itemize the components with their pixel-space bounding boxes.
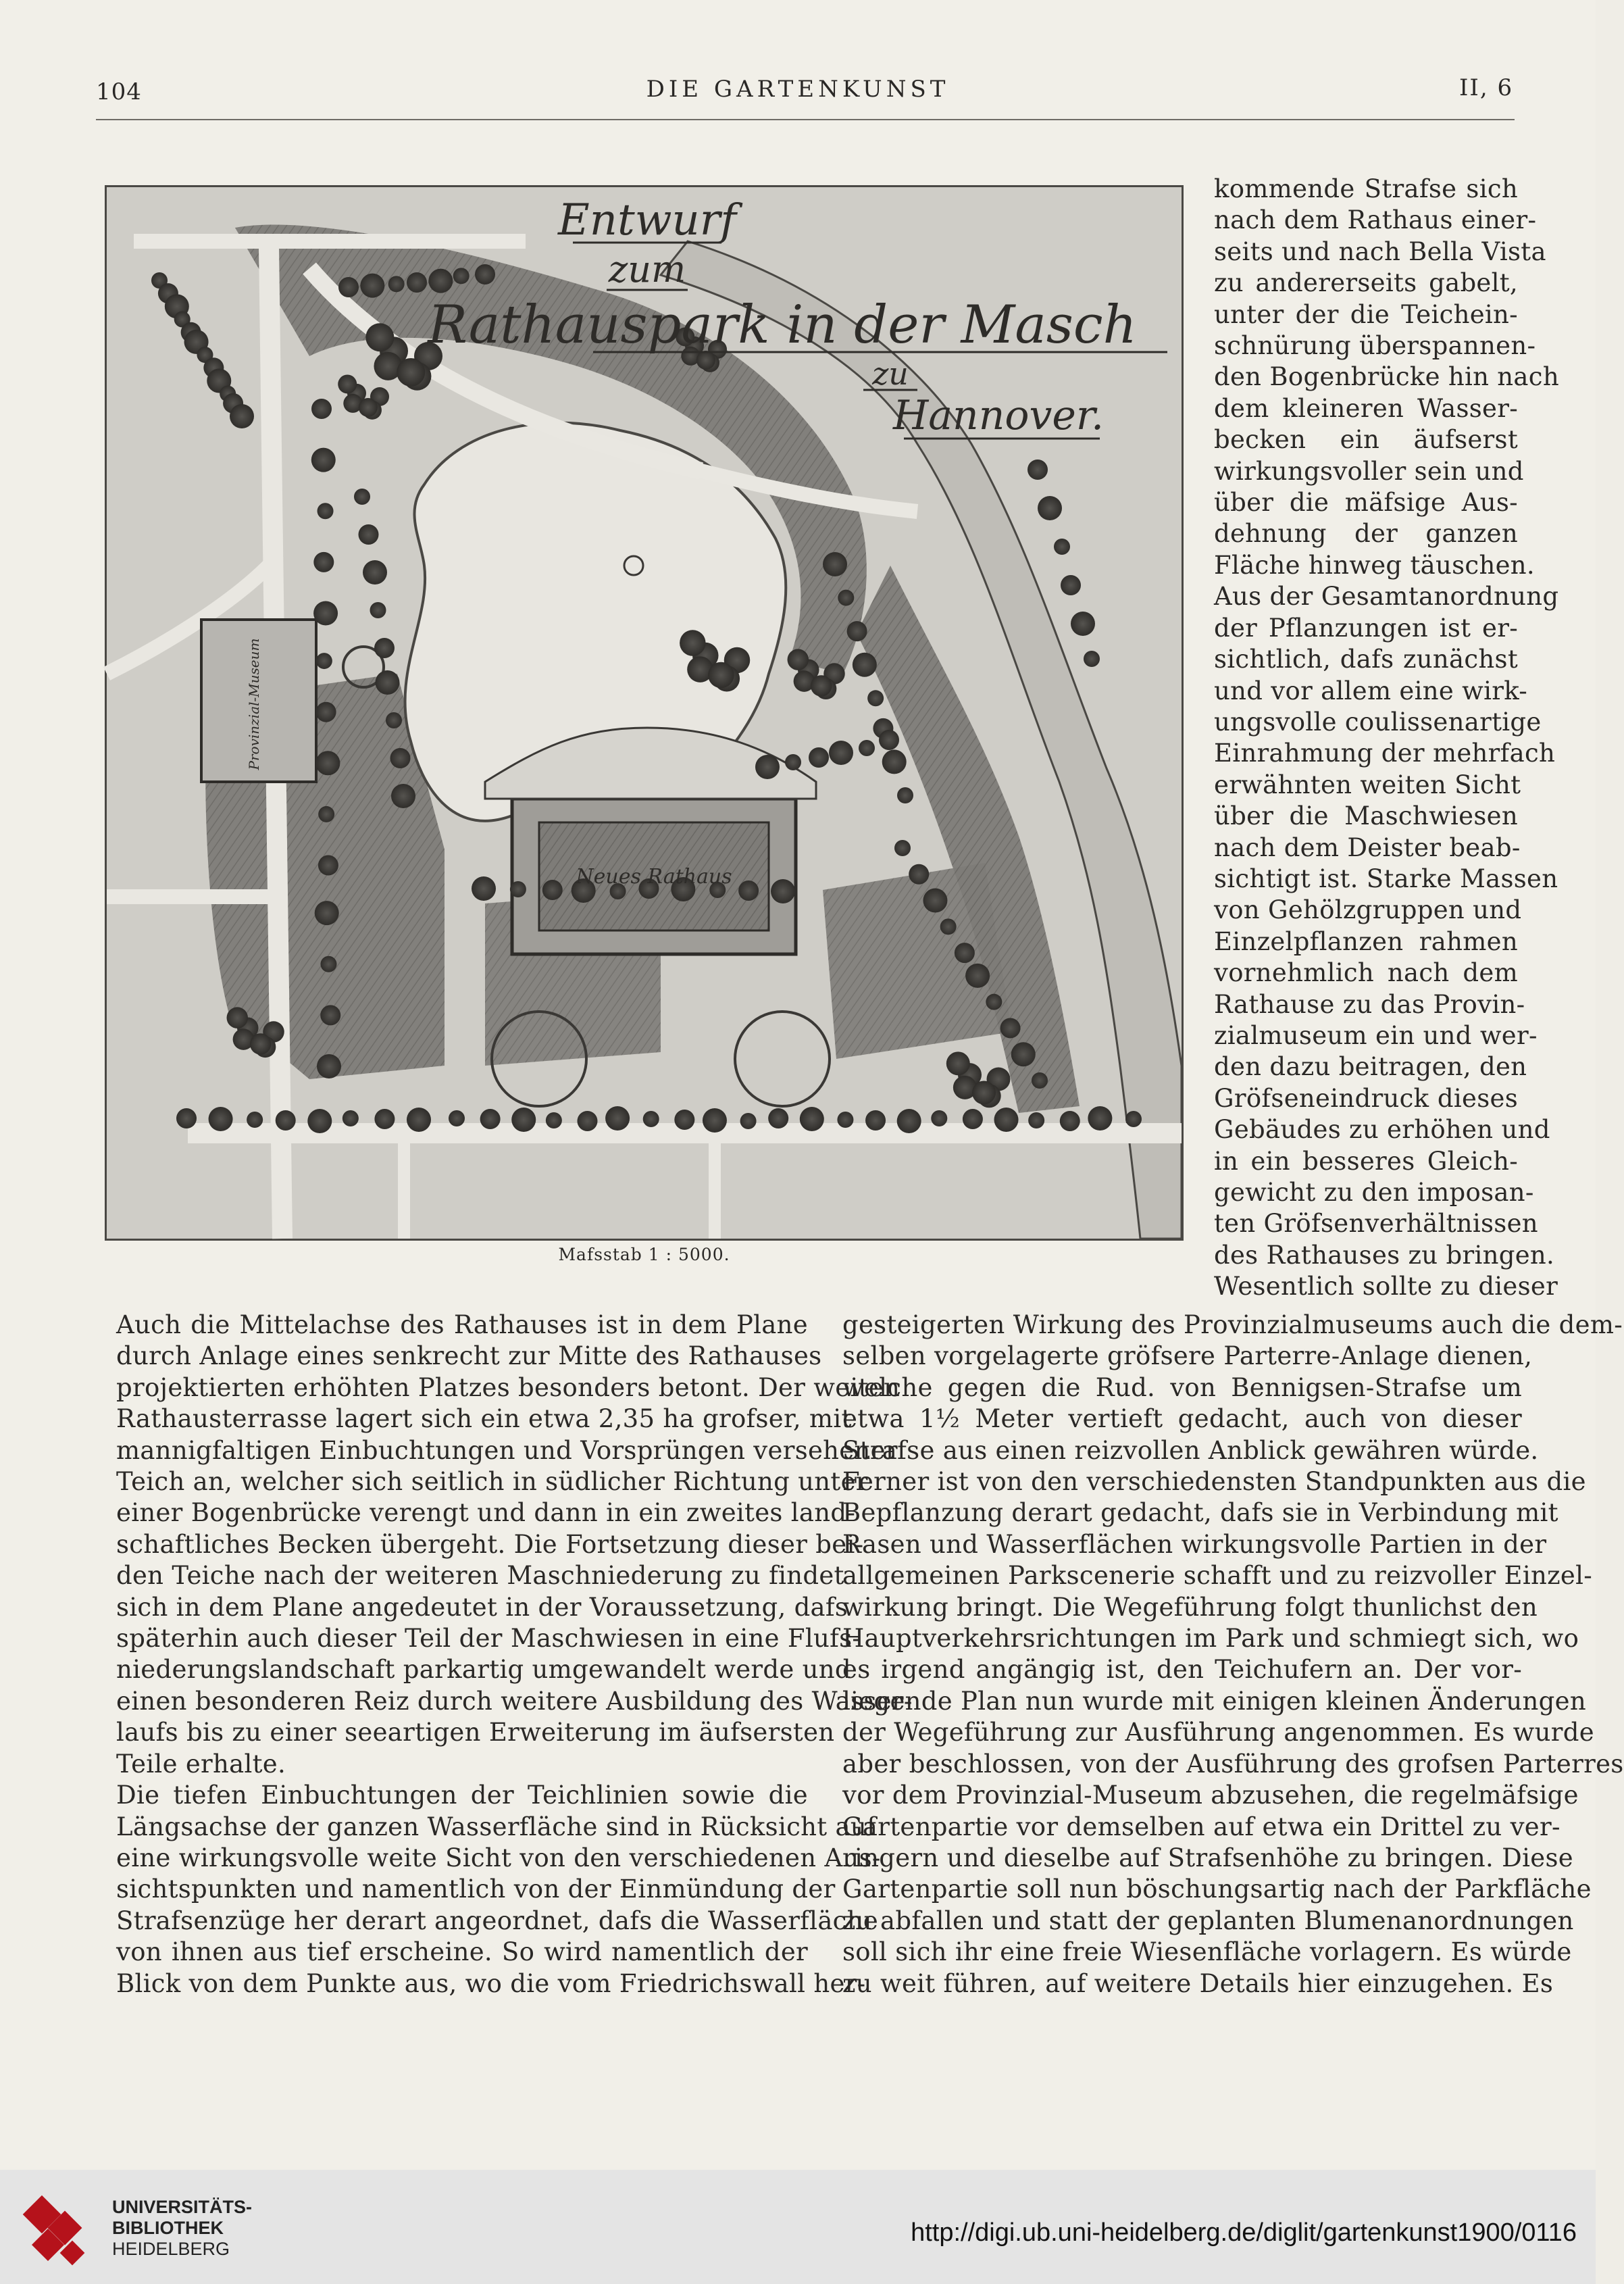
text-line: sichtigt ist. Starke Massen (1214, 864, 1558, 893)
text-line: über die mäfsige Aus- (1214, 488, 1518, 518)
text-line: erwähnten weiten Sicht (1214, 770, 1521, 799)
tree-symbol (740, 1113, 757, 1129)
text-line: Gebäudes zu erhöhen und (1214, 1115, 1550, 1145)
left-text-column (116, 1310, 913, 2000)
text-line: Hauptverkehrsrichtungen im Park und schmiegt sich, wo (842, 1624, 1579, 1654)
tree-symbol (391, 784, 415, 808)
text-line: Strafsenzüge her derart angeordnet, dafs die Wasserfläche (116, 1906, 879, 1935)
tree-symbol (829, 741, 853, 765)
tree-symbol (1071, 612, 1095, 636)
text-line: der Wegeführung zur Ausführung angenommen. Es wurde (842, 1718, 1594, 1747)
tree-symbol (897, 787, 913, 803)
tree-group (227, 1007, 249, 1028)
tree-symbol (847, 621, 867, 641)
plan-title-line-5: Hannover. (892, 392, 1105, 439)
tree-symbol (388, 276, 405, 292)
tree-group (338, 374, 357, 393)
journal-title: DIE GARTENKUNST (646, 76, 950, 103)
tree-symbol (449, 1110, 465, 1126)
text-line: über die Maschwiesen (1214, 801, 1518, 831)
park-plan-drawing (107, 187, 1182, 1239)
museum-building-label: Provinzial-Museum (246, 638, 262, 770)
text-line: wirkung bringt. Die Wegeführung folgt thunlichst den (842, 1592, 1538, 1622)
park-plan-figure (105, 185, 1184, 1241)
tree-symbol (318, 806, 334, 822)
library-name-line-3: HEIDELBERG (112, 2239, 230, 2259)
tree-symbol (374, 1109, 395, 1129)
tree-symbol (859, 740, 875, 756)
tree-symbol (317, 1054, 341, 1078)
tree-symbol (963, 1109, 983, 1129)
tree-symbol (577, 1111, 597, 1131)
text-line: welche gegen die Rud. von Bennigsen-Strafse um (842, 1372, 1522, 1402)
tree-symbol (865, 1110, 886, 1131)
tree-symbol (1125, 1111, 1142, 1127)
text-line: ten Gröfsenverhältnissen (1214, 1209, 1538, 1239)
tree-symbol (307, 1109, 332, 1133)
tree-group (397, 358, 425, 387)
text-line: zu andererseits gabelt, (1214, 268, 1518, 298)
text-line: Die tiefen Einbuchtungen der Teichlinien sowie die (116, 1781, 808, 1810)
text-line: soll sich ihr eine freie Wiesenfläche vorlagern. Es würde (842, 1937, 1572, 1967)
tree-symbol (176, 1108, 197, 1128)
tree-symbol (931, 1110, 947, 1126)
tree-symbol (276, 1110, 296, 1131)
text-line: unter der die Teichein- (1214, 299, 1518, 329)
text-line: zu abfallen und statt der geplanten Blumenanordnungen (842, 1906, 1574, 1935)
tree-symbol (209, 1107, 233, 1131)
text-line: zu weit führen, auf weitere Details hier einzugehen. Es (842, 1968, 1554, 1998)
tree-symbol (313, 552, 334, 572)
tree-symbol (354, 489, 370, 505)
text-line: Fläche hinweg täuschen. (1214, 550, 1535, 580)
tree-symbol (318, 855, 338, 876)
tree-symbol (1060, 1111, 1080, 1131)
text-line: laufs bis zu einer seeartigen Erweiterung im äufsersten (116, 1718, 835, 1747)
tree-symbol (986, 994, 1002, 1010)
text-line: ringern und dieselbe auf Strafsenhöhe zu bringen. Diese (842, 1843, 1573, 1872)
plan-title-line-2: zum (608, 248, 686, 291)
plan-title-line-4: zu (872, 355, 909, 392)
text-line: Einrahmung der mehrfach (1214, 739, 1556, 768)
text-line: seits und nach Bella Vista (1214, 237, 1546, 266)
tree-symbol (1011, 1042, 1036, 1066)
tree-group (359, 398, 378, 417)
text-line: späterhin auch dieser Teil der Maschwiesen in eine Flufs- (116, 1624, 861, 1654)
text-line: von Gehölzgruppen und (1214, 895, 1522, 925)
text-line: Gröfseneindruck dieses (1214, 1083, 1518, 1113)
text-line: sichtspunkten und namentlich von der Einmündung der (116, 1875, 836, 1904)
tree-symbol (909, 864, 929, 885)
tree-symbol (800, 1107, 824, 1131)
tree-symbol (230, 404, 254, 428)
tree-symbol (1032, 1072, 1048, 1089)
tree-symbol (359, 524, 379, 545)
text-line: schnürung überspannen- (1214, 331, 1536, 361)
page-number: 104 (96, 78, 142, 105)
text-line: niederungslandschaft parkartig umgewandelt werde und (116, 1655, 851, 1685)
text-line: Ferner ist von den verschiedensten Standpunkten aus die (842, 1467, 1586, 1497)
text-line: es irgend angängig ist, den Teichufern an. Der vor- (842, 1655, 1522, 1685)
text-line: becken ein äufserst (1214, 425, 1518, 455)
text-line: zialmuseum ein und wer- (1214, 1020, 1538, 1050)
tree-symbol (480, 1109, 501, 1129)
tree-group (708, 662, 734, 689)
tree-symbol (823, 552, 847, 576)
tree-symbol (674, 1110, 694, 1130)
tree-symbol (940, 918, 957, 935)
text-line: einer Bogenbrücke verengt und dann in ein zweites land- (116, 1498, 856, 1528)
tree-symbol (311, 399, 332, 419)
tree-symbol (510, 881, 526, 897)
tree-symbol (838, 590, 854, 606)
text-line: in ein besseres Gleich- (1214, 1146, 1518, 1176)
text-line: Wesentlich sollte zu dieser (1214, 1272, 1558, 1301)
text-line: der Pflanzungen ist er- (1214, 613, 1518, 643)
tree-group (680, 630, 706, 656)
tree-symbol (1061, 575, 1081, 595)
text-line: Aus der Gesamtanordnung (1214, 582, 1559, 612)
text-line: Längsachse der ganzen Wasserfläche sind in Rücksicht auf (116, 1812, 876, 1841)
tree-symbol (965, 964, 990, 988)
text-line: vornehmlich nach dem (1214, 958, 1518, 988)
text-line: Gartenpartie vor demselben auf etwa ein Drittel zu ver- (842, 1812, 1560, 1841)
tree-symbol (374, 638, 395, 658)
text-line: Strafse aus einen reizvollen Anblick gewähren würde. (842, 1435, 1539, 1465)
text-line: des Rathauses zu bringen. (1214, 1240, 1555, 1270)
tree-symbol (837, 1112, 853, 1128)
tree-symbol (386, 712, 402, 728)
text-line: den dazu beitragen, den (1214, 1052, 1527, 1082)
library-name-line-1: UNIVERSITÄTS- (112, 2197, 253, 2217)
tree-symbol (360, 274, 384, 298)
tree-symbol (809, 747, 829, 768)
text-line: aber beschlossen, von der Ausführung des grofsen Parterres (842, 1749, 1624, 1779)
text-line: dehnung der ganzen (1214, 519, 1518, 549)
text-line: allgemeinen Parkscenerie schafft und zu reizvoller Einzel- (842, 1561, 1593, 1591)
text-line: schaftliches Becken übergeht. Die Fortsetzung dieser bei- (116, 1529, 864, 1559)
tree-symbol (320, 1005, 340, 1025)
tree-symbol (1088, 1106, 1112, 1131)
library-name-line-2: BIBLIOTHEK (112, 2218, 224, 2238)
tree-group (250, 1033, 272, 1055)
text-line: dem kleineren Wasser- (1214, 393, 1518, 423)
tree-symbol (475, 264, 495, 284)
tree-symbol (320, 956, 336, 972)
tree-symbol (1027, 460, 1048, 480)
text-line: Auch die Mittelachse des Rathauses ist in dem Plane (116, 1310, 808, 1339)
tree-symbol (994, 1108, 1019, 1132)
issue-number: II, 6 (1459, 74, 1514, 101)
text-line: nach dem Rathaus einer- (1214, 205, 1537, 235)
tree-symbol (955, 943, 975, 963)
text-line: Rasen und Wasserflächen wirkungsvolle Partien in der (842, 1529, 1547, 1559)
text-line: Rathausterrasse lagert sich ein etwa 2,35 ha grofser, mit (116, 1404, 852, 1434)
tree-symbol (542, 880, 563, 900)
text-line: den Teiche nach der weiteren Maschniederung zu findet (116, 1561, 844, 1591)
tree-symbol (738, 880, 759, 901)
tree-symbol (407, 272, 427, 293)
text-line: Einzelpflanzen rahmen (1214, 926, 1518, 956)
tree-symbol (605, 1106, 630, 1131)
tree-symbol (1084, 651, 1100, 667)
text-line: nach dem Deister beab- (1214, 833, 1521, 862)
text-line: durch Anlage eines senkrecht zur Mitte des Rathauses (116, 1341, 822, 1371)
text-line: liegende Plan nun wurde mit einigen kleinen Änderungen (842, 1686, 1586, 1716)
text-line: kommende Strafse sich (1214, 174, 1518, 203)
plan-title-line-3: Rathauspark in der Masch (428, 295, 1137, 355)
right-text-column (842, 1310, 1624, 2000)
tree-group (972, 1081, 996, 1104)
library-name (112, 2197, 252, 2260)
text-line: wirkungsvoller sein und (1214, 456, 1524, 486)
tree-symbol (879, 730, 899, 750)
text-line: sich in dem Plane angedeutet in der Voraussetzung, dafs (116, 1592, 848, 1622)
text-line: sichtlich, dafs zunächst (1214, 645, 1518, 674)
tree-symbol (472, 876, 496, 901)
tree-symbol (428, 269, 453, 293)
tree-group (788, 649, 809, 670)
text-line: Blick von dem Punkte aus, wo die vom Friedrichswall her- (116, 1968, 866, 1998)
tree-symbol (923, 889, 947, 913)
text-line: Gartenpartie soll nun böschungsartig nach der Parkfläche (842, 1875, 1592, 1904)
text-line: projektierten erhöhten Platzes besonders betont. Der weiten (116, 1372, 900, 1402)
text-line: Rathause zu das Provin- (1214, 989, 1525, 1019)
tree-symbol (867, 690, 884, 706)
tree-symbol (643, 1111, 659, 1127)
tree-group (946, 1051, 970, 1075)
tree-symbol (703, 1108, 727, 1133)
tree-symbol (390, 748, 411, 768)
tree-symbol (316, 653, 332, 669)
text-line: etwa 1½ Meter vertieft gedacht, auch von dieser (842, 1404, 1522, 1434)
tree-symbol (1000, 1018, 1021, 1038)
tree-symbol (315, 901, 339, 925)
text-line: den Bogenbrücke hin nach (1214, 362, 1559, 392)
tree-symbol (313, 601, 338, 625)
text-line: und vor allem eine wirk- (1214, 676, 1528, 705)
tree-symbol (453, 268, 470, 284)
text-line: einen besonderen Reiz durch weitere Ausbildung des Wasser- (116, 1686, 913, 1716)
text-line: ungsvolle coulissenartige (1214, 707, 1542, 737)
tree-symbol (1038, 496, 1062, 520)
tree-symbol (1028, 1112, 1044, 1128)
footer-bar (0, 2170, 1596, 2284)
wrap-text-column (1214, 174, 1559, 1303)
tree-symbol (311, 448, 336, 472)
plan-title-line-1: Entwurf (558, 195, 736, 245)
tree-symbol (755, 755, 780, 779)
figure-caption: Mafsstab 1 : 5000. (558, 1245, 730, 1264)
text-line: von ihnen aus tief erscheine. So wird namentlich der (116, 1937, 808, 1967)
tree-symbol (1054, 539, 1070, 555)
tree-symbol (318, 503, 334, 519)
text-line: gewicht zu den imposan- (1214, 1178, 1534, 1207)
tree-symbol (882, 749, 907, 774)
tree-symbol (546, 1112, 562, 1128)
tree-symbol (785, 754, 801, 770)
source-url-link[interactable]: http://digi.ub.uni-heidelberg.de/diglit/gartenkunst1900/0116 (911, 2218, 1577, 2247)
tree-symbol (771, 879, 795, 903)
tree-symbol (370, 602, 386, 618)
text-line: selben vorgelagerte gröfsere Parterre-Anlage dienen, (842, 1341, 1533, 1371)
tree-symbol (363, 560, 387, 585)
tree-symbol (407, 1108, 431, 1132)
text-line: vor dem Provinzial-Museum abzusehen, die regelmäfsige (842, 1781, 1579, 1810)
tree-symbol (316, 702, 336, 722)
tree-symbol (338, 277, 359, 297)
tree-symbol (894, 840, 911, 856)
tree-symbol (768, 1108, 788, 1128)
tree-group (365, 323, 394, 351)
text-line: Bepflanzung derart gedacht, dafs sie in Verbindung mit (842, 1498, 1558, 1528)
text-line: mannigfaltigen Einbuchtungen und Vorsprüngen versehener (116, 1435, 898, 1465)
tree-symbol (376, 670, 400, 695)
tree-symbol (897, 1109, 921, 1133)
tree-group (811, 675, 832, 697)
tree-symbol (315, 751, 340, 775)
text-line: eine wirkungsvolle weite Sicht von den verschiedenen Aus- (116, 1843, 881, 1872)
text-line: Teile erhalte. (116, 1749, 286, 1779)
tree-symbol (853, 653, 877, 677)
tree-symbol (342, 1110, 359, 1126)
tree-symbol (247, 1112, 263, 1128)
main-building-label: Neues Rathaus (576, 865, 732, 889)
tree-symbol (511, 1108, 536, 1132)
text-line: gesteigerten Wirkung des Provinzialmuseums auch die dem- (842, 1310, 1623, 1339)
header-rule (96, 119, 1515, 120)
university-library-logo (23, 2195, 97, 2270)
text-line: Teich an, welcher sich seitlich in südlicher Richtung unter (116, 1467, 868, 1497)
